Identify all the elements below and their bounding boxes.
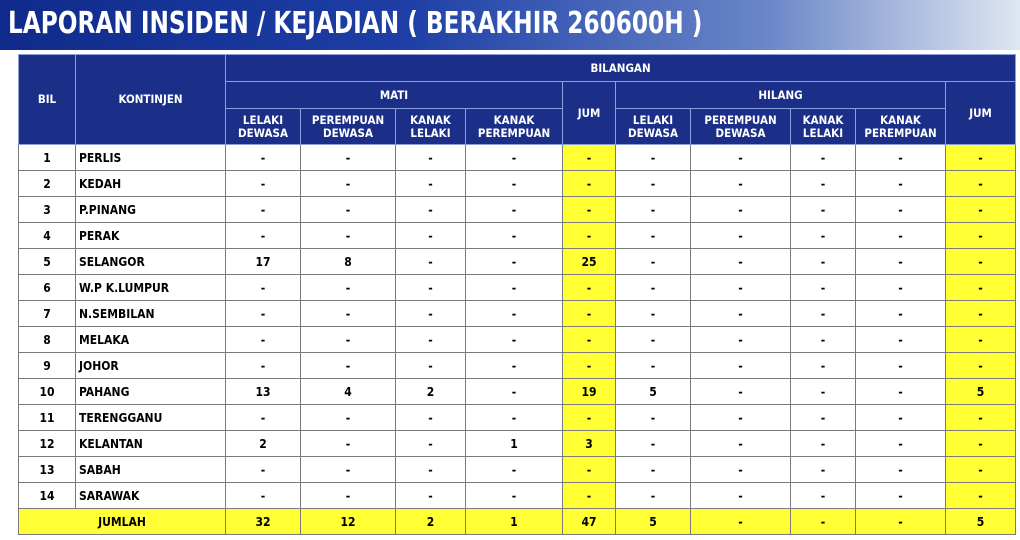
cell-m-pd: - [301, 171, 396, 197]
cell-m-kl: - [396, 249, 466, 275]
cell-m-kl: - [396, 275, 466, 301]
cell-m-ld: 2 [226, 431, 301, 457]
table-row [19, 327, 1016, 353]
cell-m-jum: 19 [563, 379, 616, 405]
header-mati: MATI [226, 82, 563, 109]
cell-h-jum: - [946, 405, 1016, 431]
cell-h-ld: - [616, 457, 691, 483]
cell-h-ld: - [616, 145, 691, 171]
row-bil: 6 [19, 275, 76, 301]
row-bil: 9 [19, 353, 76, 379]
row-kontinjen: PERLIS [76, 145, 226, 171]
total-row [19, 509, 1016, 535]
cell-h-kl: - [791, 197, 856, 223]
cell-m-pd: - [301, 483, 396, 509]
cell-m-ld: 17 [226, 249, 301, 275]
cell-m-kp: - [466, 301, 563, 327]
cell-m-jum: 25 [563, 249, 616, 275]
header-mati-perempuan-dewasa: PEREMPUAN DEWASA [301, 109, 396, 145]
cell-m-jum: - [563, 223, 616, 249]
cell-h-jum: - [946, 431, 1016, 457]
header-hilang-jum: JUM [946, 82, 1016, 145]
cell-m-kl: - [396, 405, 466, 431]
cell-h-ld: - [616, 275, 691, 301]
cell-h-ld: - [616, 405, 691, 431]
header-hilang-kanak-lelaki: KANAK LELAKI [791, 109, 856, 145]
cell-m-pd: 8 [301, 249, 396, 275]
cell-h-jum: - [946, 353, 1016, 379]
row-kontinjen: SELANGOR [76, 249, 226, 275]
cell-m-jum: - [563, 171, 616, 197]
table-row [19, 249, 1016, 275]
total-m-jum: 47 [563, 509, 616, 535]
row-kontinjen: KEDAH [76, 171, 226, 197]
cell-h-pd: - [691, 327, 791, 353]
cell-h-pd: - [691, 483, 791, 509]
header-hilang-perempuan-dewasa: PEREMPUAN DEWASA [691, 109, 791, 145]
row-bil: 1 [19, 145, 76, 171]
cell-h-jum: - [946, 197, 1016, 223]
cell-m-pd: - [301, 145, 396, 171]
cell-h-kl: - [791, 379, 856, 405]
cell-m-pd: - [301, 275, 396, 301]
cell-h-jum: - [946, 275, 1016, 301]
cell-m-jum: - [563, 405, 616, 431]
row-bil: 2 [19, 171, 76, 197]
cell-m-kp: - [466, 197, 563, 223]
cell-m-ld: - [226, 197, 301, 223]
cell-m-ld: - [226, 327, 301, 353]
total-h-pd: - [691, 509, 791, 535]
total-h-kl: - [791, 509, 856, 535]
table-row [19, 379, 1016, 405]
row-kontinjen: KELANTAN [76, 431, 226, 457]
cell-h-pd: - [691, 353, 791, 379]
cell-m-pd: - [301, 301, 396, 327]
cell-h-pd: - [691, 197, 791, 223]
header-hilang-kanak-perempuan: KANAK PEREMPUAN [856, 109, 946, 145]
cell-h-pd: - [691, 301, 791, 327]
cell-m-kp: - [466, 353, 563, 379]
row-bil: 13 [19, 457, 76, 483]
header-mati-kanak-perempuan: KANAK PEREMPUAN [466, 109, 563, 145]
cell-m-jum: - [563, 457, 616, 483]
cell-h-kp: - [856, 249, 946, 275]
cell-m-ld: - [226, 301, 301, 327]
table-row [19, 483, 1016, 509]
cell-h-pd: - [691, 249, 791, 275]
total-m-ld: 32 [226, 509, 301, 535]
row-kontinjen: TERENGGANU [76, 405, 226, 431]
cell-m-kp: - [466, 171, 563, 197]
row-bil: 8 [19, 327, 76, 353]
row-kontinjen: N.SEMBILAN [76, 301, 226, 327]
cell-m-kl: - [396, 223, 466, 249]
cell-m-jum: - [563, 301, 616, 327]
table-row [19, 223, 1016, 249]
cell-h-kp: - [856, 197, 946, 223]
cell-m-jum: - [563, 197, 616, 223]
cell-h-kp: - [856, 405, 946, 431]
cell-m-kl: - [396, 145, 466, 171]
cell-h-kp: - [856, 145, 946, 171]
page-title: LAPORAN INSIDEN / KEJADIAN ( BERAKHIR 260600H ) [8, 6, 703, 41]
table-body [19, 145, 1016, 535]
cell-h-jum: - [946, 249, 1016, 275]
cell-m-ld: - [226, 145, 301, 171]
row-bil: 11 [19, 405, 76, 431]
cell-h-kl: - [791, 353, 856, 379]
cell-h-kl: - [791, 457, 856, 483]
cell-m-kl: - [396, 197, 466, 223]
cell-h-kl: - [791, 327, 856, 353]
total-m-pd: 12 [301, 509, 396, 535]
table-row [19, 171, 1016, 197]
cell-h-jum: - [946, 223, 1016, 249]
header-bilangan: BILANGAN [226, 55, 1016, 82]
cell-h-kl: - [791, 483, 856, 509]
table-row [19, 405, 1016, 431]
cell-m-kp: - [466, 379, 563, 405]
row-kontinjen: JOHOR [76, 353, 226, 379]
row-bil: 5 [19, 249, 76, 275]
table-row [19, 197, 1016, 223]
row-kontinjen: SABAH [76, 457, 226, 483]
cell-h-ld: - [616, 171, 691, 197]
header-bil: BIL [19, 55, 76, 145]
cell-h-kp: - [856, 275, 946, 301]
cell-h-ld: - [616, 431, 691, 457]
total-h-ld: 5 [616, 509, 691, 535]
cell-h-kp: - [856, 431, 946, 457]
cell-m-pd: - [301, 223, 396, 249]
table-row [19, 431, 1016, 457]
total-label: JUMLAH [19, 509, 226, 535]
total-m-kp: 1 [466, 509, 563, 535]
cell-m-pd: - [301, 457, 396, 483]
row-bil: 12 [19, 431, 76, 457]
cell-h-ld: 5 [616, 379, 691, 405]
cell-h-kl: - [791, 171, 856, 197]
cell-m-kl: - [396, 171, 466, 197]
cell-m-kp: - [466, 223, 563, 249]
cell-h-kp: - [856, 353, 946, 379]
cell-m-kl: - [396, 327, 466, 353]
header-mati-kanak-lelaki: KANAK LELAKI [396, 109, 466, 145]
cell-h-jum: 5 [946, 379, 1016, 405]
cell-h-pd: - [691, 171, 791, 197]
cell-h-pd: - [691, 145, 791, 171]
cell-m-kl: - [396, 353, 466, 379]
cell-m-kp: - [466, 327, 563, 353]
cell-h-kp: - [856, 327, 946, 353]
cell-m-ld: - [226, 275, 301, 301]
row-kontinjen: PAHANG [76, 379, 226, 405]
total-m-kl: 2 [396, 509, 466, 535]
incident-report-table [18, 54, 1016, 535]
cell-m-pd: - [301, 431, 396, 457]
cell-h-ld: - [616, 327, 691, 353]
cell-m-kp: - [466, 249, 563, 275]
cell-h-kl: - [791, 405, 856, 431]
cell-h-kl: - [791, 301, 856, 327]
row-bil: 10 [19, 379, 76, 405]
cell-m-kp: - [466, 145, 563, 171]
cell-m-ld: 13 [226, 379, 301, 405]
cell-h-jum: - [946, 483, 1016, 509]
table-row [19, 301, 1016, 327]
row-bil: 4 [19, 223, 76, 249]
row-kontinjen: MELAKA [76, 327, 226, 353]
cell-h-jum: - [946, 145, 1016, 171]
row-bil: 14 [19, 483, 76, 509]
cell-h-jum: - [946, 301, 1016, 327]
cell-m-pd: - [301, 197, 396, 223]
cell-h-ld: - [616, 249, 691, 275]
cell-h-jum: - [946, 457, 1016, 483]
cell-m-ld: - [226, 405, 301, 431]
header-mati-jum: JUM [563, 82, 616, 145]
cell-m-kl: - [396, 301, 466, 327]
cell-h-kp: - [856, 379, 946, 405]
table-row [19, 145, 1016, 171]
cell-m-jum: - [563, 327, 616, 353]
cell-h-jum: - [946, 327, 1016, 353]
report-table-container [18, 54, 1015, 535]
cell-h-kl: - [791, 275, 856, 301]
cell-m-ld: - [226, 223, 301, 249]
cell-h-pd: - [691, 379, 791, 405]
row-kontinjen: PERAK [76, 223, 226, 249]
cell-m-kl: - [396, 431, 466, 457]
cell-m-kp: 1 [466, 431, 563, 457]
cell-h-kl: - [791, 431, 856, 457]
cell-m-kp: - [466, 483, 563, 509]
table-row [19, 457, 1016, 483]
cell-m-kl: - [396, 457, 466, 483]
table-row [19, 353, 1016, 379]
cell-h-pd: - [691, 457, 791, 483]
header-kontinjen: KONTINJEN [76, 55, 226, 145]
header-hilang: HILANG [616, 82, 946, 109]
cell-m-pd: - [301, 405, 396, 431]
cell-h-kp: - [856, 171, 946, 197]
cell-h-kl: - [791, 145, 856, 171]
cell-m-pd: - [301, 353, 396, 379]
table-row [19, 275, 1016, 301]
row-bil: 3 [19, 197, 76, 223]
cell-m-ld: - [226, 483, 301, 509]
title-bar [0, 0, 1020, 50]
cell-m-pd: - [301, 327, 396, 353]
row-kontinjen: SARAWAK [76, 483, 226, 509]
cell-h-ld: - [616, 483, 691, 509]
cell-h-pd: - [691, 405, 791, 431]
cell-m-jum: - [563, 483, 616, 509]
cell-m-ld: - [226, 171, 301, 197]
cell-m-kl: 2 [396, 379, 466, 405]
cell-h-pd: - [691, 223, 791, 249]
cell-h-kl: - [791, 249, 856, 275]
table-header [19, 55, 1016, 145]
cell-h-kp: - [856, 223, 946, 249]
cell-h-kp: - [856, 483, 946, 509]
cell-m-kp: - [466, 405, 563, 431]
cell-m-ld: - [226, 457, 301, 483]
row-bil: 7 [19, 301, 76, 327]
row-kontinjen: P.PINANG [76, 197, 226, 223]
header-hilang-lelaki-dewasa: LELAKI DEWASA [616, 109, 691, 145]
cell-h-kl: - [791, 223, 856, 249]
cell-m-kp: - [466, 457, 563, 483]
cell-m-pd: 4 [301, 379, 396, 405]
total-h-kp: - [856, 509, 946, 535]
cell-m-jum: - [563, 275, 616, 301]
cell-m-ld: - [226, 353, 301, 379]
cell-h-pd: - [691, 275, 791, 301]
cell-h-jum: - [946, 171, 1016, 197]
row-kontinjen: W.P K.LUMPUR [76, 275, 226, 301]
cell-h-kp: - [856, 301, 946, 327]
total-h-jum: 5 [946, 509, 1016, 535]
cell-h-pd: - [691, 431, 791, 457]
cell-h-ld: - [616, 197, 691, 223]
cell-m-jum: - [563, 145, 616, 171]
cell-h-ld: - [616, 223, 691, 249]
cell-h-kp: - [856, 457, 946, 483]
cell-m-kp: - [466, 275, 563, 301]
cell-h-ld: - [616, 353, 691, 379]
cell-m-kl: - [396, 483, 466, 509]
cell-h-ld: - [616, 301, 691, 327]
header-mati-lelaki-dewasa: LELAKI DEWASA [226, 109, 301, 145]
cell-m-jum: - [563, 353, 616, 379]
cell-m-jum: 3 [563, 431, 616, 457]
